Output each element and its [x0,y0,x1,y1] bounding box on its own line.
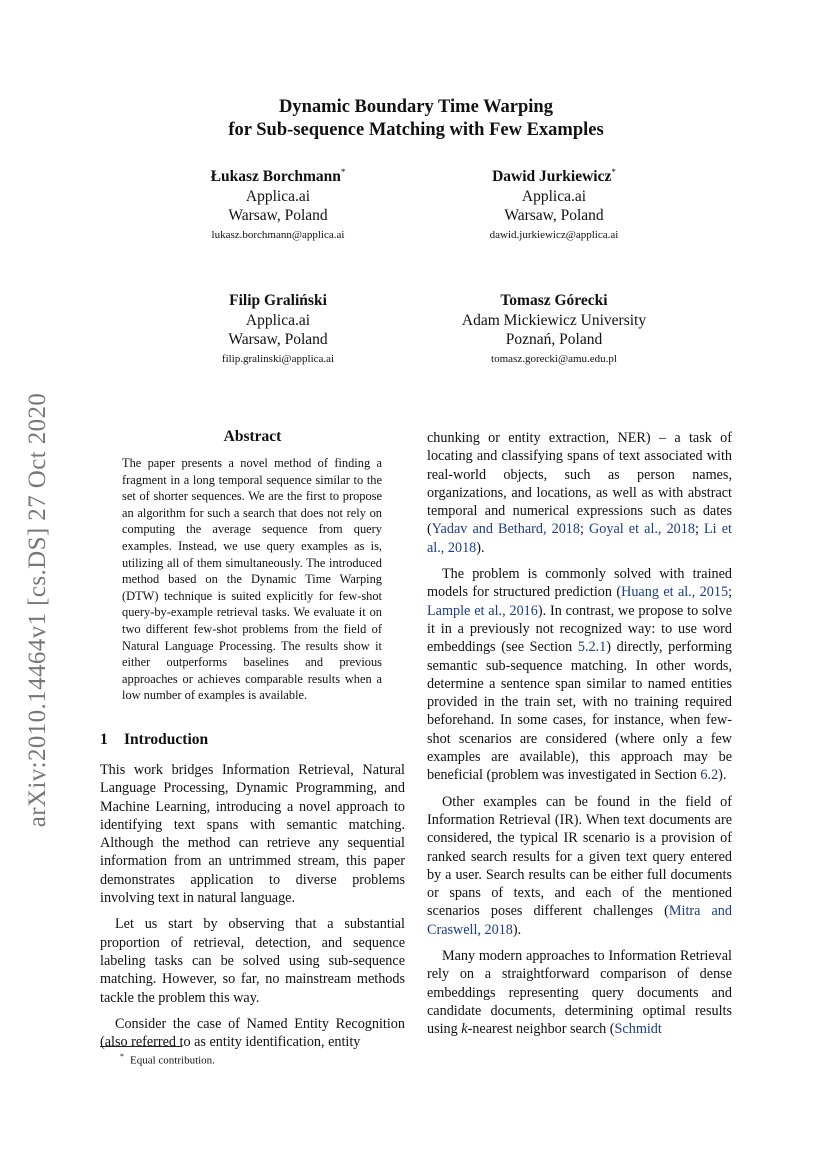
citation-link[interactable]: Goyal et al., 2018 [589,521,695,538]
paper-title [100,96,732,142]
author-affiliation: Applica.ai [245,311,311,329]
paragraph: This work bridges Information Retrieval, Natural Language Processing, Dynamic Programming, and Machine Learning, introducing a novel approach to identifying text spans with semantic matching. Although the method can retrieve any sequential information from an untrimmed stream, this paper demonstrates application to diverse problems involving text in natural language. [100,762,405,907]
author-name: Tomasz Górecki [500,292,608,309]
footnote [120,1050,215,1068]
author-email: filip.gralinski@applica.ai [221,352,335,365]
paragraph: Let us start by observing that a substantial proportion of retrieval, detection, and sequence labeling tasks can be solved using sub-sequence matching. However, so far, no mainstream methods tackle the problem this way. [100,916,405,1006]
equal-contribution-mark: * [340,167,346,177]
section-ref-link[interactable]: 6.2 [700,767,719,784]
citation-link[interactable]: Li et al., 2018 [427,521,732,556]
section-ref-link[interactable]: 5.2.1 [577,639,607,656]
title-line-1: Dynamic Boundary Time Warping [279,97,553,117]
paragraph: The problem is commonly solved with trained models for structured prediction (Huang et al., 2015; Lample et al., 2016). In contrast, we propose to solve it in a previously not recognized way: to use word embeddings (see Section 5.2.1) directly, performing semantic sub-sequence matching. In other words, determine a sentence span similar to named entities provided in the train set, with no training required beforehand. In some cases, for instance, when few-shot scenarios are considered (where only a few examples are available), this approach may be beneficial (problem was investigated in Section 6.2). [427,566,733,784]
author-block-2 [404,163,704,244]
author-email: tomasz.gorecki@amu.edu.pl [491,352,617,365]
author-location: Warsaw, Poland [504,207,604,225]
author-block-1 [128,163,428,244]
abstract-heading: Abstract [223,428,282,445]
author-affiliation: Adam Mickiewicz University [461,311,647,329]
citation-link[interactable]: Schmidt [614,1021,662,1038]
abstract-text: The paper presents a novel method of finding a fragment in a long temporal sequence similar to the set of shorter sequences. We are the first to propose an algorithm for such a search that does not rely on computing the average sequence from query examples. Instead, we use query examples as is, utilizing all of them simultaneously. The introduced method based on the Dynamic Time Warping (DTW) technique is suited explicitly for few-shot query-by-example retrieval tasks. We evaluate it on two different few-shot problems from the field of Natural Language Processing. The results show it either outperforms baselines and previous approaches or achieves comparable results when a low number of examples is available. [122,456,382,703]
author-affiliation: Applica.ai [521,187,587,205]
footnote-mark: * [120,1052,124,1061]
citation-link[interactable]: Huang et al., 2015 [621,584,729,601]
paragraph: Consider the case of Named Entity Recognition (also referred to as entity identification, entity [100,1015,405,1051]
citation-link[interactable]: Yadav and Bethard, 2018 [431,521,580,538]
author-location: Poznań, Poland [505,331,603,348]
author-name: Dawid Jurkiewicz* [492,167,616,186]
footnote-text: Equal contribution. [130,1054,215,1067]
author-email: dawid.jurkiewicz@applica.ai [489,228,619,241]
author-block-4 [404,291,704,368]
arxiv-identifier: arXiv:2010.14464v1 [cs.DS] 27 Oct 2020 [24,392,51,828]
paragraph: Many modern approaches to Information Retrieval rely on a straightforward comparison of dense embeddings representing query documents and candidate documents, determining optimal results using k-nearest neighbor search (Schmidt [427,948,732,1038]
author-block-3 [128,291,428,368]
author-affiliation: Applica.ai [245,187,311,205]
title-line-2: for Sub-sequence Matching with Few Examples [228,120,604,140]
citation-link[interactable]: Lample et al., 2016 [427,602,538,619]
author-location: Warsaw, Poland [228,331,328,348]
section-heading-introduction [100,731,208,749]
left-column-body [100,761,405,1059]
author-location: Warsaw, Poland [228,207,328,225]
right-column-body [427,429,732,1047]
citation-link[interactable]: Mitra and Craswell, 2018 [427,903,732,938]
section-number: 1 [100,731,108,748]
math-variable-k: k [461,1021,468,1038]
footnote-rule [100,1046,182,1047]
paragraph: chunking or entity extraction, NER) – a task of locating and classifying spans of text associated with real-world objects, such as person names, organizations, and locations, as well as with abstract temporal and numerical expressions such as dates (Yadav and Bethard, 2018; Goyal et al., 2018; Li et al., 2018). [427,430,732,556]
author-email: lukasz.borchmann@applica.ai [211,228,345,241]
section-title: Introduction [124,731,209,748]
arxiv-side-label [12,370,64,850]
author-name: Łukasz Borchmann* [210,167,346,186]
equal-contribution-mark: * [611,167,616,177]
author-name: Filip Graliński [229,292,327,309]
paragraph: Other examples can be found in the field of Information Retrieval (IR). When text documents are considered, the typical IR scenario is a provision of ranked search results for a given text query entered by a user. Search results can be either full documents or spans of texts, and each of the mentioned scenarios poses different challenges (Mitra and Craswell, 2018). [427,793,732,938]
